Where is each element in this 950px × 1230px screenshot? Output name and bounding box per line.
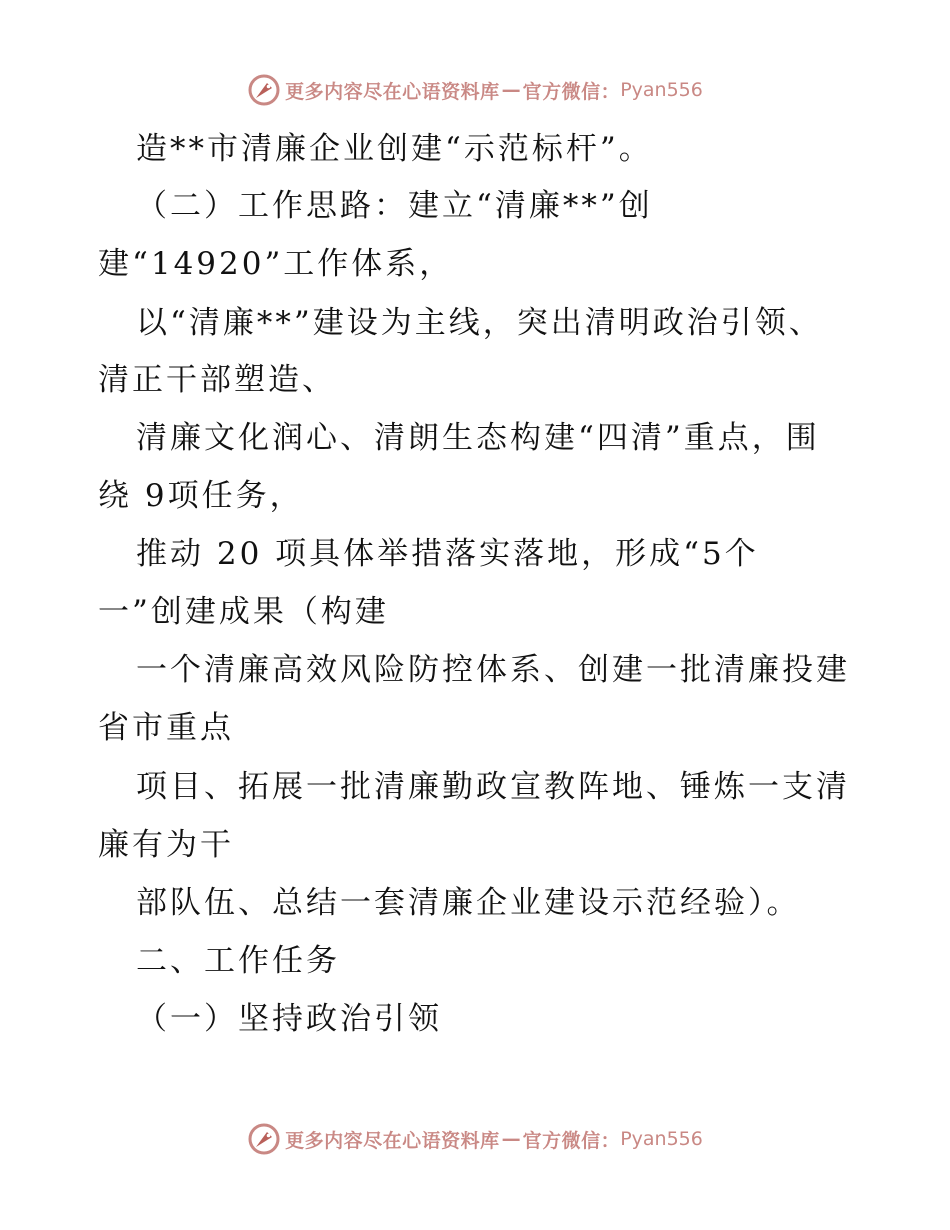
watermark-site-text: 更多内容尽在心语资料库 — [285, 80, 500, 103]
subsection-heading: （一）坚持政治引领 — [136, 1001, 442, 1037]
text-line: 部队伍、总结一套清廉企业建设示范经验）。 — [136, 885, 801, 921]
text-line: （二）工作思路：建立“清廉**”创 — [136, 188, 653, 224]
watermark-contact-label: 官方微信： — [522, 1129, 621, 1152]
watermark-separator: — — [501, 79, 521, 101]
text-line: 绕 9项任务， — [98, 478, 304, 514]
text-line: 一个清廉高效风险防控体系、创建一批清廉投建 — [136, 652, 850, 688]
text-line: 廉有为干 — [98, 827, 234, 863]
text-line: 以“清廉**”建设为主线，突出清明政治引领、 — [136, 305, 823, 341]
text-line: 推动 20 项具体举措落实落地，形成“5个 — [136, 536, 759, 572]
text-line: 项目、拓展一批清廉勤政宣教阵地、锤炼一支清 — [136, 769, 850, 805]
text-line: 建“14920”工作体系， — [98, 246, 454, 282]
pen-nib-logo-icon — [247, 1122, 281, 1156]
section-heading: 二、工作任务 — [136, 943, 340, 979]
text-line: 造**市清廉企业创建“示范标杆”。 — [136, 131, 653, 167]
watermark-separator: — — [501, 1128, 521, 1150]
watermark-contact-id: Pyan556 — [620, 1128, 703, 1150]
text-line: 省市重点 — [98, 710, 234, 746]
watermark-contact-id: Pyan556 — [620, 79, 703, 101]
text-line: 一”创建成果（构建 — [98, 594, 389, 630]
text-line: 清正干部塑造、 — [98, 362, 336, 398]
footer-watermark — [0, 1121, 950, 1157]
text-line: 清廉文化润心、清朗生态构建“四清”重点，围 — [136, 420, 820, 456]
watermark-contact-label: 官方微信： — [522, 80, 621, 103]
watermark-site-text: 更多内容尽在心语资料库 — [285, 1129, 500, 1152]
